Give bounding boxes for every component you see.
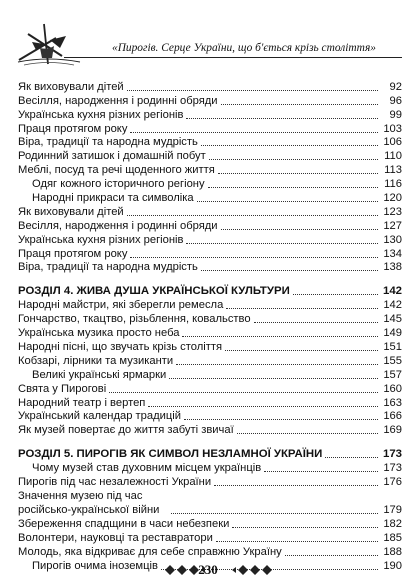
entry-title: Народні майстри, які зберегли ремесла — [18, 299, 224, 312]
leader-dots — [127, 90, 378, 91]
entry-page: 123 — [383, 205, 402, 218]
toc-entry[interactable] — [18, 410, 402, 424]
leader-dots — [293, 294, 378, 295]
windmill-logo-icon — [14, 20, 84, 70]
entry-title: Праця протягом року — [18, 247, 128, 260]
toc-entry[interactable] — [18, 396, 402, 410]
entry-page: 127 — [383, 219, 402, 232]
toc-entry[interactable] — [18, 423, 402, 437]
page-header — [0, 0, 416, 70]
leader-dots — [221, 229, 378, 230]
toc-entry[interactable] — [18, 326, 402, 340]
entry-page: 145 — [383, 313, 402, 326]
entry-page: 134 — [383, 247, 402, 260]
entry-page: 188 — [383, 545, 402, 558]
leader-dots — [226, 308, 378, 309]
entry-page: 173 — [383, 462, 402, 475]
entry-title: Значення музею під час російсько-української війни — [18, 490, 160, 517]
entry-page: 182 — [383, 518, 402, 531]
leader-dots — [127, 215, 378, 216]
entry-page: 166 — [383, 410, 402, 423]
entry-title: Як виховували дітей — [18, 80, 124, 93]
page-number: 230 — [198, 562, 218, 577]
entry-title: Українська кухня різних регіонів — [18, 233, 184, 246]
toc-entry[interactable] — [18, 531, 402, 545]
entry-title: Як музей повертає до життя забуті звичаї — [18, 424, 234, 437]
running-title: «Пирогів. Серце України, що б'ється крізь століття» — [112, 42, 376, 54]
leader-dots — [169, 378, 378, 379]
leader-dots — [130, 257, 378, 258]
entry-page: 96 — [389, 94, 402, 107]
entry-title: Чому музей став духовним місцем українців — [32, 462, 262, 475]
section-5-heading[interactable] — [18, 446, 402, 461]
toc-entry[interactable] — [18, 489, 402, 517]
section-5 — [18, 446, 402, 572]
entry-page: 99 — [389, 108, 402, 121]
leader-dots — [254, 322, 378, 323]
leader-dots — [130, 132, 378, 133]
entry-page: 110 — [384, 150, 402, 163]
entry-title: Як виховували дітей — [18, 205, 124, 218]
entry-title: Весілля, народження і родинні обряди — [18, 219, 218, 232]
entry-title: Праця протягом року — [18, 122, 128, 135]
leader-dots — [184, 419, 378, 420]
entry-title: Народні прикраси та символіка — [32, 192, 194, 205]
entry-page: 120 — [383, 192, 402, 205]
entry-page: 149 — [383, 327, 402, 340]
leader-dots — [176, 364, 378, 365]
leader-dots — [182, 336, 378, 337]
toc-block-chapter3 — [18, 80, 402, 274]
entry-page: 179 — [383, 504, 402, 517]
entry-title: Кобзарі, лірники та музиканти — [18, 354, 174, 367]
toc-entry[interactable] — [18, 340, 402, 354]
entry-page: 169 — [383, 424, 402, 437]
toc-block-section4 — [18, 298, 402, 437]
leader-dots — [186, 243, 378, 244]
toc-entry[interactable] — [18, 475, 402, 489]
toc-entry[interactable] — [18, 177, 402, 191]
toc-entry[interactable] — [18, 205, 402, 219]
entry-page: 106 — [383, 136, 402, 149]
leader-dots — [201, 270, 378, 271]
entry-title: Українська кухня різних регіонів — [18, 108, 184, 121]
toc-entry[interactable] — [18, 191, 402, 205]
entry-page: 151 — [383, 341, 402, 354]
entry-page: 130 — [383, 233, 402, 246]
table-of-contents — [18, 80, 402, 573]
header-rule — [64, 57, 402, 58]
entry-page: 116 — [384, 178, 402, 191]
entry-page: 142 — [383, 299, 402, 312]
ornament-right-icon — [230, 563, 274, 577]
toc-entry[interactable] — [18, 368, 402, 382]
toc-entry[interactable] — [18, 80, 402, 94]
entry-title: Віра, традиції та народна мудрість — [18, 136, 198, 149]
entry-page: 92 — [389, 80, 402, 93]
leader-dots — [109, 392, 378, 393]
leader-dots — [209, 159, 378, 160]
entry-title: Родинний затишок і домашній побут — [18, 150, 206, 163]
toc-entry[interactable] — [18, 219, 402, 233]
entry-title: Волонтери, науковці та реставратори — [18, 531, 213, 544]
toc-entry[interactable] — [18, 122, 402, 136]
section-title: РОЗДІЛ 5. ПИРОГІВ ЯК СИМВОЛ НЕЗЛАМНОЇ УКРАЇНИ — [18, 448, 323, 461]
entry-page: 176 — [383, 476, 402, 489]
section-page: 173 — [382, 448, 402, 461]
entry-title: Українська музика просто неба — [18, 327, 180, 340]
entry-title: Молодь, яка відкриває для себе справжню Україну — [18, 545, 282, 558]
leader-dots — [221, 104, 378, 105]
entry-title: Народний театр і вертеп — [18, 396, 146, 409]
leader-dots — [237, 433, 378, 434]
leader-dots — [214, 485, 378, 486]
entry-title: Пирогів під час незалежності України — [18, 476, 212, 489]
entry-page: 157 — [383, 368, 402, 381]
toc-entry[interactable] — [18, 94, 402, 108]
entry-page: 103 — [383, 122, 402, 135]
section-page: 142 — [382, 285, 402, 298]
toc-entry[interactable] — [18, 149, 402, 163]
toc-entry[interactable] — [18, 261, 402, 275]
entry-title: Меблі, посуд та речі щоденного життя — [18, 164, 215, 177]
toc-entry[interactable] — [18, 163, 402, 177]
toc-entry[interactable] — [18, 247, 402, 261]
section-4 — [18, 283, 402, 437]
leader-dots — [218, 173, 378, 174]
entry-title: Народні пісні, що звучать крізь століття — [18, 341, 223, 354]
entry-title: Віра, традиції та народна мудрість — [18, 261, 198, 274]
toc-entry[interactable] — [18, 382, 402, 396]
toc-entry[interactable] — [18, 461, 402, 475]
leader-dots — [201, 145, 378, 146]
entry-title: Український календар традицій — [18, 410, 182, 423]
leader-dots — [148, 406, 378, 407]
toc-entry[interactable] — [18, 312, 402, 326]
entry-title: Великі українські ярмарки — [32, 368, 167, 381]
leader-dots — [216, 541, 378, 542]
entry-page: 138 — [383, 261, 402, 274]
entry-page: 113 — [384, 164, 402, 177]
toc-entry[interactable] — [18, 545, 402, 559]
leader-dots — [208, 187, 378, 188]
page-footer — [0, 560, 416, 582]
leader-dots — [186, 118, 378, 119]
entry-title: Пирогів очима іноземців — [32, 559, 158, 572]
leader-dots — [232, 527, 378, 528]
toc-entry[interactable] — [18, 233, 402, 247]
entry-page: 163 — [383, 396, 402, 409]
entry-title: Збереження спадщини в часи небезпеки — [18, 518, 230, 531]
section-title: РОЗДІЛ 4. ЖИВА ДУША УКРАЇНСЬКОЇ КУЛЬТУРИ — [18, 285, 290, 298]
toc-entry[interactable] — [18, 517, 402, 531]
toc-entry[interactable] — [18, 354, 402, 368]
entry-page: 155 — [383, 354, 402, 367]
entry-title: Свята у Пирогові — [18, 382, 107, 395]
entry-page: 160 — [383, 382, 402, 395]
leader-dots — [325, 457, 378, 458]
toc-entry[interactable] — [18, 136, 402, 150]
toc-block-section5 — [18, 461, 402, 572]
leader-dots — [264, 471, 378, 472]
toc-entry[interactable] — [18, 108, 402, 122]
entry-title: Весілля, народження і родинні обряди — [18, 94, 218, 107]
leader-dots — [171, 513, 378, 514]
leader-dots — [225, 350, 378, 351]
toc-entry[interactable] — [18, 298, 402, 312]
leader-dots — [285, 555, 378, 556]
leader-dots — [197, 201, 378, 202]
entry-title: Гончарство, ткацтво, різьблення, ковальство — [18, 313, 251, 326]
entry-title: Одяг кожного історичного регіону — [32, 178, 205, 191]
entry-page: 190 — [383, 559, 402, 572]
section-4-heading[interactable] — [18, 283, 402, 298]
entry-page: 185 — [383, 531, 402, 544]
